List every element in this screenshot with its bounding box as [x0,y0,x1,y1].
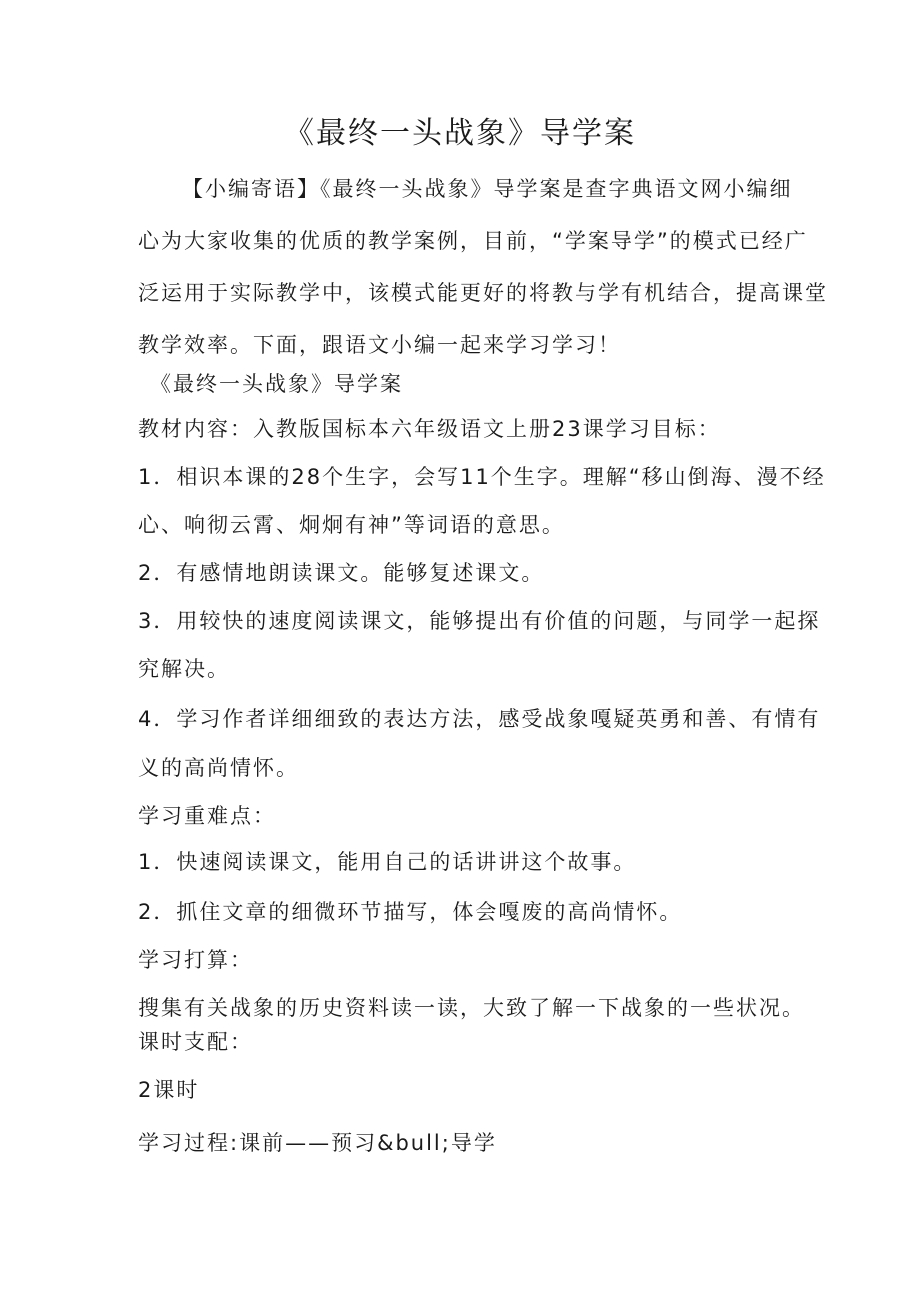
material-line: 教材内容：入教版国标本六年级语文上册23课学习目标： [138,417,721,441]
goal-3-line-1: 3．用较快的速度阅读课文，能够提出有价值的问题，与同学一起探 [138,609,821,633]
goal-3-line-2: 究解决。 [138,657,230,681]
goal-4-line-1: 4．学习作者详细细致的表达方法，感受战象嘎疑英勇和善、有情有 [138,707,821,731]
plan-text: 搜集有关战象的历史资料读一读，大致了解一下战象的一些状况。 [138,996,805,1020]
goal-4-line-2: 义的高尚情怀。 [138,756,299,780]
intro-line-2: 心为大家收集的优质的教学案例，目前，“学案导学”的模式已经广 [138,229,808,253]
schedule-heading: 课时支配： [138,1030,253,1054]
process-line: 学习过程:课前——预习&bull;导学 [138,1131,497,1155]
key-points-heading: 学习重难点： [138,804,276,828]
subtitle: 《最终一头战象》导学案 [150,372,403,396]
goal-1-line-2: 心、响彻云霄、炯炯有神”等词语的意思。 [138,513,565,537]
intro-line-4: 教学效率。下面，跟语文小编一起来学习学习！ [138,333,621,357]
schedule-value: 2课时 [138,1078,200,1102]
intro-line-1: 【小编寄语】《最终一头战象》导学案是查字典语文网小编细 [182,177,793,201]
key-point-1: 1．快速阅读课文，能用自己的话讲讲这个故事。 [138,850,637,874]
key-point-2: 2．抓住文章的细微环节描写，体会嘎废的高尚情怀。 [138,900,683,924]
plan-heading: 学习打算： [138,948,253,972]
goal-2: 2．有感情地朗读课文。能够复述课文。 [138,561,545,585]
document-title: 《最终一头战象》导学案 [284,116,636,151]
goal-1-line-1: 1．相识本课的28个生字，会写11个生字。理解“移山倒海、漫不经 [138,465,826,489]
intro-line-3: 泛运用于实际教学中，该模式能更好的将教与学有机结合，提高课堂 [138,281,828,305]
